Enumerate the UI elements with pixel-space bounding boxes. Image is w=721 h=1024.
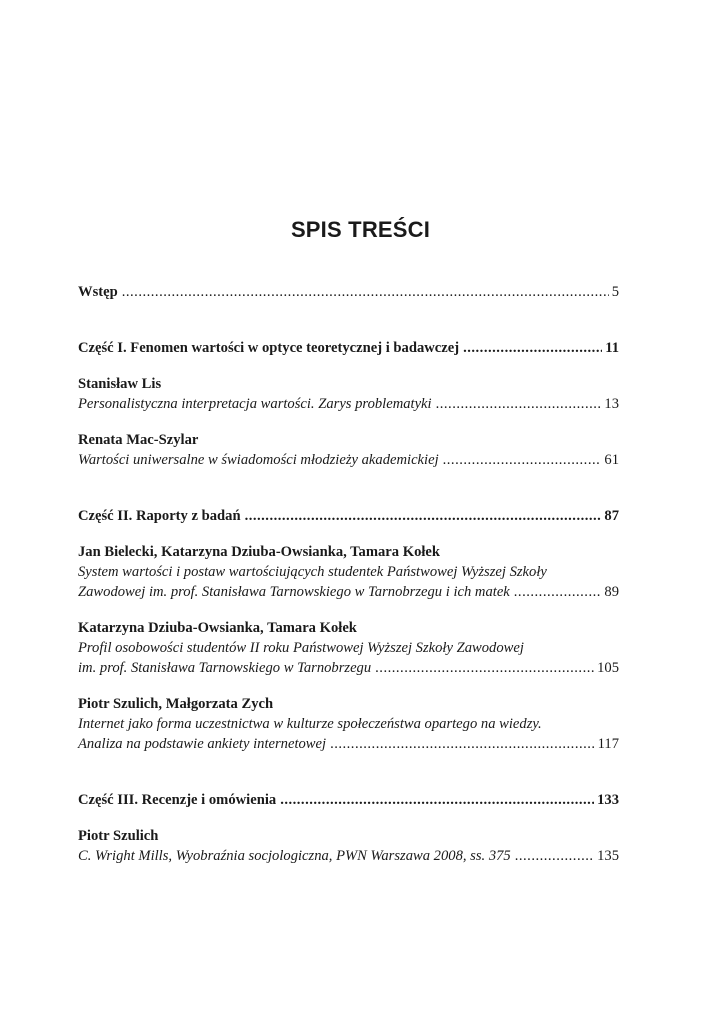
entry-title-line[interactable]: Internet jako forma uczestnictwa w kulturze społeczeństwa opartego na wiedzy. [78, 716, 542, 732]
page-number: 105 [597, 660, 619, 676]
page-number: 13 [604, 396, 619, 412]
dot-leader [375, 658, 594, 678]
toc-entry[interactable] [78, 846, 619, 866]
entry-title: Personalistyczna interpretacja wartości. Zarys problematyki [78, 396, 432, 412]
toc-entry[interactable] [78, 450, 619, 470]
dot-leader [463, 338, 602, 358]
dot-leader [514, 582, 602, 602]
toc-entry[interactable] [78, 582, 619, 602]
entry-author: Piotr Szulich, Małgorzata Zych [78, 696, 274, 712]
page-number: 11 [605, 340, 619, 356]
page-title: SPIS TREŚCI [290, 217, 431, 242]
toc-entry[interactable] [78, 658, 619, 678]
dot-leader [245, 506, 602, 526]
entry-title-line[interactable]: System wartości i postaw wartościujących studentek Państwowej Wyższej Szkoły [78, 564, 547, 580]
entry-author: Piotr Szulich [78, 828, 159, 844]
toc-entry[interactable] [78, 394, 619, 414]
dot-leader [443, 450, 602, 470]
page-number: 133 [597, 792, 619, 808]
part-heading: Część II. Raporty z badań [78, 508, 241, 524]
entry-author: Jan Bielecki, Katarzyna Dziuba-Owsianka, Tamara Kołek [78, 544, 441, 560]
dot-leader [280, 790, 594, 810]
entry-title-line: im. prof. Stanisława Tarnowskiego w Tarnobrzegu [78, 660, 372, 676]
page-number: 61 [604, 452, 619, 468]
page-number: 135 [597, 848, 619, 864]
page-number: 89 [604, 584, 619, 600]
toc-part-1[interactable] [78, 338, 619, 358]
dot-leader [122, 282, 609, 302]
toc-entry-label: Wstęp [78, 284, 118, 300]
toc-part-2[interactable] [78, 506, 619, 526]
entry-author: Katarzyna Dziuba-Owsianka, Tamara Kołek [78, 620, 357, 636]
dot-leader [515, 846, 594, 866]
entry-title: C. Wright Mills, Wyobraźnia socjologiczna, PWN Warszawa 2008, ss. 375 [78, 848, 511, 864]
dot-leader [330, 734, 595, 754]
page-number: 87 [604, 508, 619, 524]
entry-title-line: Zawodowej im. prof. Stanisława Tarnowskiego w Tarnobrzegu i ich matek [78, 584, 510, 600]
part-heading: Część III. Recenzje i omówienia [78, 792, 277, 808]
page-number: 117 [597, 736, 619, 752]
toc-entry-intro[interactable] [78, 282, 619, 302]
toc-entry[interactable] [78, 734, 619, 754]
entry-title-line: Analiza na podstawie ankiety internetowej [78, 736, 327, 752]
dot-leader [436, 394, 602, 414]
entry-author: Stanisław Lis [78, 376, 162, 392]
toc-part-3[interactable] [78, 790, 619, 810]
page-number: 5 [611, 284, 619, 300]
part-heading: Część I. Fenomen wartości w optyce teoretycznej i badawczej [78, 340, 460, 356]
entry-author: Renata Mac-Szylar [78, 432, 199, 448]
entry-title-line[interactable]: Profil osobowości studentów II roku Państwowej Wyższej Szkoły Zawodowej [78, 640, 524, 656]
entry-title: Wartości uniwersalne w świadomości młodzieży akademickiej [78, 452, 439, 468]
